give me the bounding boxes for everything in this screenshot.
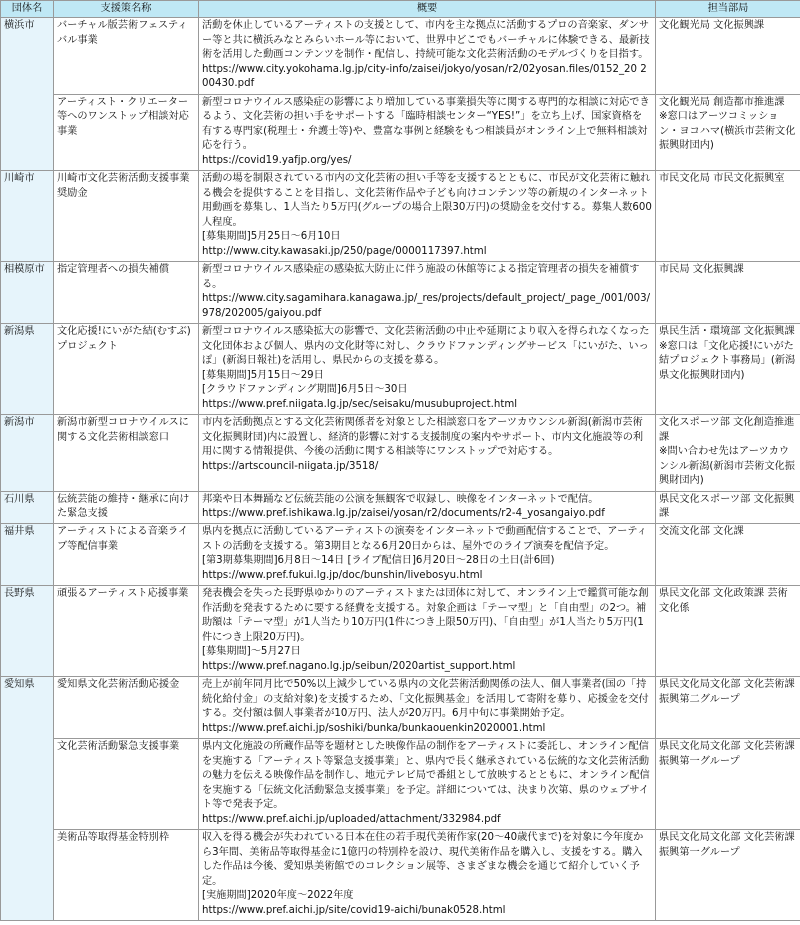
department-cell [656, 415, 800, 491]
org-name-cell: 福井県 [1, 524, 54, 586]
table-row [1, 586, 800, 677]
summary-url-link[interactable]: https://www.pref.fukui.lg.jp/doc/bunshin/livebosyu.html [202, 569, 483, 581]
org-name-cell: 横浜市 [1, 18, 54, 171]
table-row [1, 94, 800, 170]
department-text: 県民生活・環境部 文化振興課 [659, 326, 795, 338]
department-cell [656, 262, 800, 324]
summary-cell [199, 415, 656, 491]
summary-url-link[interactable]: http://www.city.kawasaki.jp/250/page/0000117397.html [202, 245, 487, 257]
measure-name-cell: 川崎市文化芸術活動支援事業奨励金 [54, 171, 199, 262]
department-text: 市民局 文化振興課 [659, 264, 744, 276]
summary-cell [199, 262, 656, 324]
table-row [1, 262, 800, 324]
header-row [1, 1, 800, 18]
measure-name-cell: 頑張るアーティスト応援事業 [54, 586, 199, 677]
measure-name-cell: 美術品等取得基金特別枠 [54, 830, 199, 921]
summary-cell [199, 18, 656, 94]
header-department: 担当部局 [656, 1, 800, 18]
org-name-cell: 石川県 [1, 491, 54, 524]
department-cell [656, 586, 800, 677]
summary-text: 活動を休止しているアーティストの支援として、市内を主な拠点に活動するプロの音楽家、ダンサー等と共に横浜みなとみらいホール等において、世界中どこでもバーチャルに体験できる、最新技術を活用した動画コンテンツを制作・配信し、持続可能な文化芸術活動のモデルづくりを目指す。 [202, 20, 650, 61]
header-org: 団体名 [1, 1, 54, 18]
summary-url-link[interactable]: https://www.pref.aichi.jp/site/covid19-aichi/bunak0528.html [202, 904, 506, 916]
table-row [1, 18, 800, 94]
department-text: ※窓口はアーツコミッション・ヨコハマ(横浜市芸術文化振興財団内) [659, 111, 796, 152]
table-row [1, 677, 800, 739]
summary-url-link[interactable]: https://www.pref.aichi.jp/soshiki/bunka/bunkaouenkin2020001.html [202, 722, 546, 734]
measure-name-cell: 文化芸術活動緊急支援事業 [54, 739, 199, 830]
measure-name-cell: バーチャル版芸術フェスティバル事業 [54, 18, 199, 94]
table-row [1, 830, 800, 921]
department-cell [656, 524, 800, 586]
summary-cell [199, 586, 656, 677]
summary-cell [199, 524, 656, 586]
summary-url-link[interactable]: https://www.pref.nagano.lg.jp/seibun/2020artist_support.html [202, 660, 516, 672]
department-text: 文化スポーツ部 文化創造推進課 [659, 417, 795, 443]
summary-text: 新型コロナウイルス感染拡大の影響で、文化芸術活動の中止や延期により収入を得られなくなった文化団体および個人、県内の文化財等に対し、クラウドファンディングサービス「にいがた、いっぽ」(新潟日報社)を活用し、県民からの支援を募る。 [202, 326, 650, 367]
summary-text: 邦楽や日本舞踊など伝統芸能の公演を無観客で収録し、映像をインターネットで配信。 [202, 493, 599, 505]
department-cell [656, 171, 800, 262]
table-row [1, 491, 800, 524]
summary-url-link[interactable]: https://www.pref.ishikawa.lg.jp/zaisei/yosan/r2/documents/r2-4_yosangaiyo.pdf [202, 507, 605, 519]
org-name-cell: 長野県 [1, 586, 54, 677]
table-body [1, 18, 800, 921]
header-summary: 概要 [199, 1, 656, 18]
summary-cell [199, 830, 656, 921]
department-text: 県民文化部 文化政策課 芸術文化係 [659, 588, 788, 614]
summary-url-link[interactable]: https://www.city.sagamihara.kanagawa.jp/_res/projects/default_project/_page_/001/003/978/202005/gaiyou.pdf [202, 293, 651, 319]
department-cell [656, 18, 800, 94]
summary-url-link[interactable]: https://artscouncil-niigata.jp/3518/ [202, 460, 379, 472]
department-text: 文化観光局 文化振興課 [659, 20, 765, 32]
org-name-cell: 愛知県 [1, 677, 54, 921]
org-name-cell: 新潟県 [1, 324, 54, 415]
measure-name-cell: 伝統芸能の維持・継承に向けた緊急支援 [54, 491, 199, 524]
department-text: 市民文化局 市民文化振興室 [659, 173, 785, 185]
department-cell [656, 94, 800, 170]
measure-name-cell: 指定管理者への損失補償 [54, 262, 199, 324]
measure-name-cell: 新潟市新型コロナウイルスに関する文化芸術相談窓口 [54, 415, 199, 491]
department-cell [656, 491, 800, 524]
table-row [1, 524, 800, 586]
summary-text: 市内を活動拠点とする文化芸術関係者を対象とした相談窓口をアーツカウンシル新潟(新潟市芸術文化振興財団)内に設置し、経済的影響に対する支援制度の案内やサポート、市内文化施設等の利用に関する情報提供、今後の活動に関する相談等にワンストップで対応する。 [202, 417, 644, 458]
department-text: 県民文化スポーツ部 文化振興課 [659, 493, 795, 519]
measure-name-cell: アーティスト・クリエーター等へのワンストップ相談対応事業 [54, 94, 199, 170]
department-text: 県民文化局文化部 文化芸術課 振興第一グループ [659, 741, 795, 767]
org-name-cell: 川崎市 [1, 171, 54, 262]
table-row [1, 739, 800, 830]
summary-text: [実施期間]2020年度～2022年度 [202, 890, 354, 902]
department-text: ※窓口は「文化応援!にいがた結プロジェクト事務局」(新潟県文化振興財団内) [659, 340, 796, 381]
summary-text: 発表機会を失った長野県ゆかりのアーティストまたは団体に対して、オンライン上で鑑賞可能な創作活動を発表するために要する経費を支援する。対象企画は「テーマ型」と「自由型」の2つ。補助額は「テーマ型」が1人当たり10万円(1件につき上限50万円)、「自由型」が1人当たり5万円(1件につき上限20万円)。 [202, 588, 649, 643]
department-cell [656, 677, 800, 739]
summary-text: 新型コロナウイルス感染症の影響により増加している事業損失等に関する専門的な相談に対応できるよう、文化芸術の担い手をサポートする「臨時相談センター“YES!”」を立ち上げ、国家資格を有する専門家(税理士・弁護士等)や、豊富な事例と経験をもつ相談員がオンライン上で無料相談対応を行う。 [202, 96, 650, 152]
summary-url-link[interactable]: https://covid19.yafjp.org/yes/ [202, 154, 352, 166]
department-text: 文化観光局 創造都市推進課 [659, 96, 785, 108]
summary-cell [199, 677, 656, 739]
summary-text: 県内を拠点に活動しているアーティストの演奏をインターネットで動画配信することで、アーティストの活動を支援する。第3期目となる6月20日からは、屋外でのライブ演奏を配信予定。 [202, 526, 647, 552]
table-row [1, 171, 800, 262]
summary-cell [199, 491, 656, 524]
measure-name-cell: アーティストによる音楽ライブ等配信事業 [54, 524, 199, 586]
summary-text: [クラウドファンディング期間]6月5日～30日 [202, 384, 408, 396]
summary-text: 収入を得る機会が失われている日本在住の若手現代美術作家(20～40歳代まで)を対象に今年度から3年間、美術品等取得基金に1億円の特別枠を設け、現代美術作品を購入し、支援をする。購入した作品は今後、愛知県美術館でのコレクション展等、さまざまな機会を通じて紹介していく予定。 [202, 832, 644, 887]
summary-cell [199, 739, 656, 830]
summary-text: 県内文化施設の所蔵作品等を題材とした映像作品の制作をアーティストに委託し、オンライン配信を実施する「アーティスト等緊急支援事業」と、県内で長く継承されている伝統的な文化芸術活動の魅力を伝える映像作品を制作し、地元テレビ局で番組として放映するとともに、オンライン配信を実施する「伝統文化活動緊急支援事業」を予定。詳細については、決まり次第、県のウェブサイト等で発表予定。 [202, 741, 650, 811]
org-name-cell: 新潟市 [1, 415, 54, 491]
summary-cell [199, 324, 656, 415]
summary-text: [募集期間]5月15日～29日 [202, 369, 324, 381]
department-text: ※問い合わせ先はアーツカウンシル新潟(新潟市芸術文化振興財団内) [659, 446, 795, 487]
department-cell [656, 739, 800, 830]
summary-cell [199, 94, 656, 170]
header-measure-name: 支援策名称 [54, 1, 199, 18]
summary-url-link[interactable]: https://www.pref.niigata.lg.jp/sec/seisaku/musubuproject.html [202, 398, 518, 410]
department-text: 県民文化局文化部 文化芸術課 振興第二グループ [659, 679, 795, 705]
summary-text: 活動の場を制限されている市内の文化芸術の担い手等を支援するとともに、市民が文化芸術に触れる機会を提供することを目指し、文化芸術作品や子ども向けコンテンツ等の新規のインターネット用動画を募集し、1人当たり5万円(グループの場合上限30万円)の奨励金を交付する。募集人数600人程度。 [202, 173, 652, 228]
summary-text: 売上が前年同月比で50%以上減少している県内の文化芸術活動関係の法人、個人事業者(国の「持続化給付金」の支給対象)を支援するため、「文化振興基金」を活用して寄附を募り、応援金を交付する。交付額は個人事業者が10万円、法人が20万円。6月中旬に事業開始予定。 [202, 679, 649, 720]
department-text: 県民文化局文化部 文化芸術課 振興第一グループ [659, 832, 795, 858]
department-cell [656, 830, 800, 921]
measure-name-cell: 文化応援!にいがた結(むすぶ)プロジェクト [54, 324, 199, 415]
department-text: 交流文化部 文化課 [659, 526, 744, 538]
department-cell [656, 324, 800, 415]
table-row [1, 415, 800, 491]
summary-cell [199, 171, 656, 262]
measure-name-cell: 愛知県文化芸術活動応援金 [54, 677, 199, 739]
summary-url-link[interactable]: https://www.city.yokohama.lg.jp/city-info/zaisei/jokyo/yosan/r2/02yosan.files/0152_20 200430.pdf [202, 63, 647, 90]
summary-text: [募集期間]5月25日～6月10日 [202, 231, 341, 243]
table-row [1, 324, 800, 415]
summary-text: [第3期募集期間]6月8日～14日 [ライブ配信日]6月20日～28日の土日(計6回) [202, 555, 555, 567]
summary-url-link[interactable]: https://www.pref.aichi.jp/uploaded/attachment/332984.pdf [202, 813, 501, 825]
summary-text: [募集期間]～5月27日 [202, 646, 301, 658]
summary-text: 新型コロナウイルス感染症の感染拡大防止に伴う施設の休館等による指定管理者の損失を補償する。 [202, 264, 640, 290]
org-name-cell: 相模原市 [1, 262, 54, 324]
